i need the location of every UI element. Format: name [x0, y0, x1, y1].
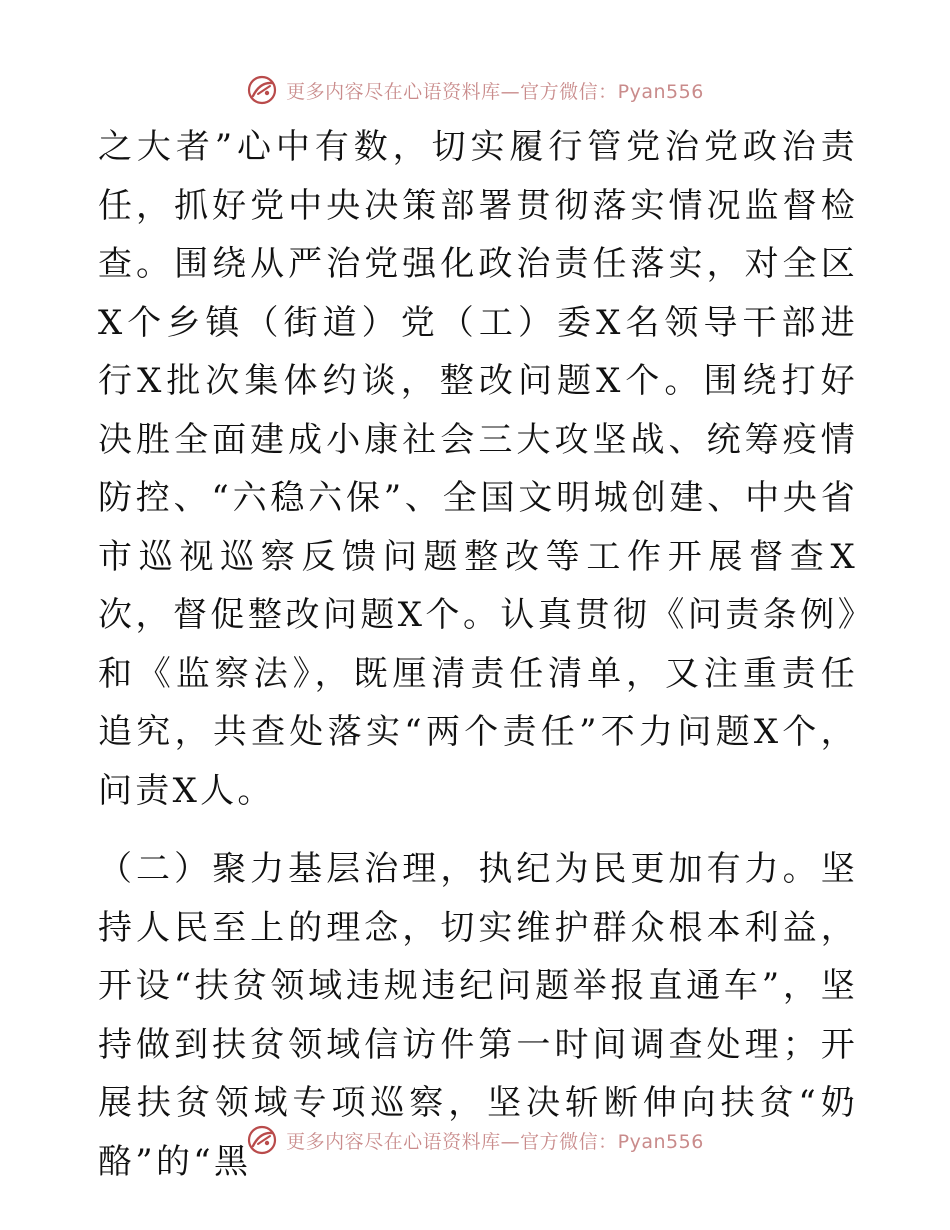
- logo-icon: [246, 1124, 278, 1156]
- paragraph: （二）聚力基层治理，执纪为民更加有力。坚持人民至上的理念，切实维护群众根本利益，开设“扶贫领域违规违纪问题举报直通车”，坚持做到扶贫领域信访件第一时间调查处理；开展扶贫领域专项巡察，坚决斩断伸向扶贫“奶酪”的“黑: [98, 849, 858, 1182]
- paragraph: 之大者”心中有数，切实履行管党治党政治责任，抓好党中央决策部署贯彻落实情况监督检查。围绕从严治党强化政治责任落实，对全区X个乡镇（街道）党（工）委X名领导干部进行X批次集体约谈，整改问题X个。围绕打好决胜全面建成小康社会三大攻坚战、统筹疫情防控、“六稳六保”、全国文明城创建、中央省市巡视巡察反馈问题整改等工作开展督查X次，督促整改问题X个。认真贯彻《问责条例》和《监察法》，既厘清责任清单，又注重责任追究，共查处落实“两个责任”不力问题X个，问责X人。: [98, 127, 858, 811]
- watermark-text: 更多内容尽在心语资料库—官方微信：Pyan556: [286, 80, 704, 103]
- body-text: [98, 118, 858, 1191]
- watermark-text: 更多内容尽在心语资料库—官方微信：Pyan556: [286, 1130, 704, 1153]
- footer-watermark: [0, 1120, 950, 1160]
- logo-icon: [246, 74, 278, 106]
- header-watermark: [0, 70, 950, 110]
